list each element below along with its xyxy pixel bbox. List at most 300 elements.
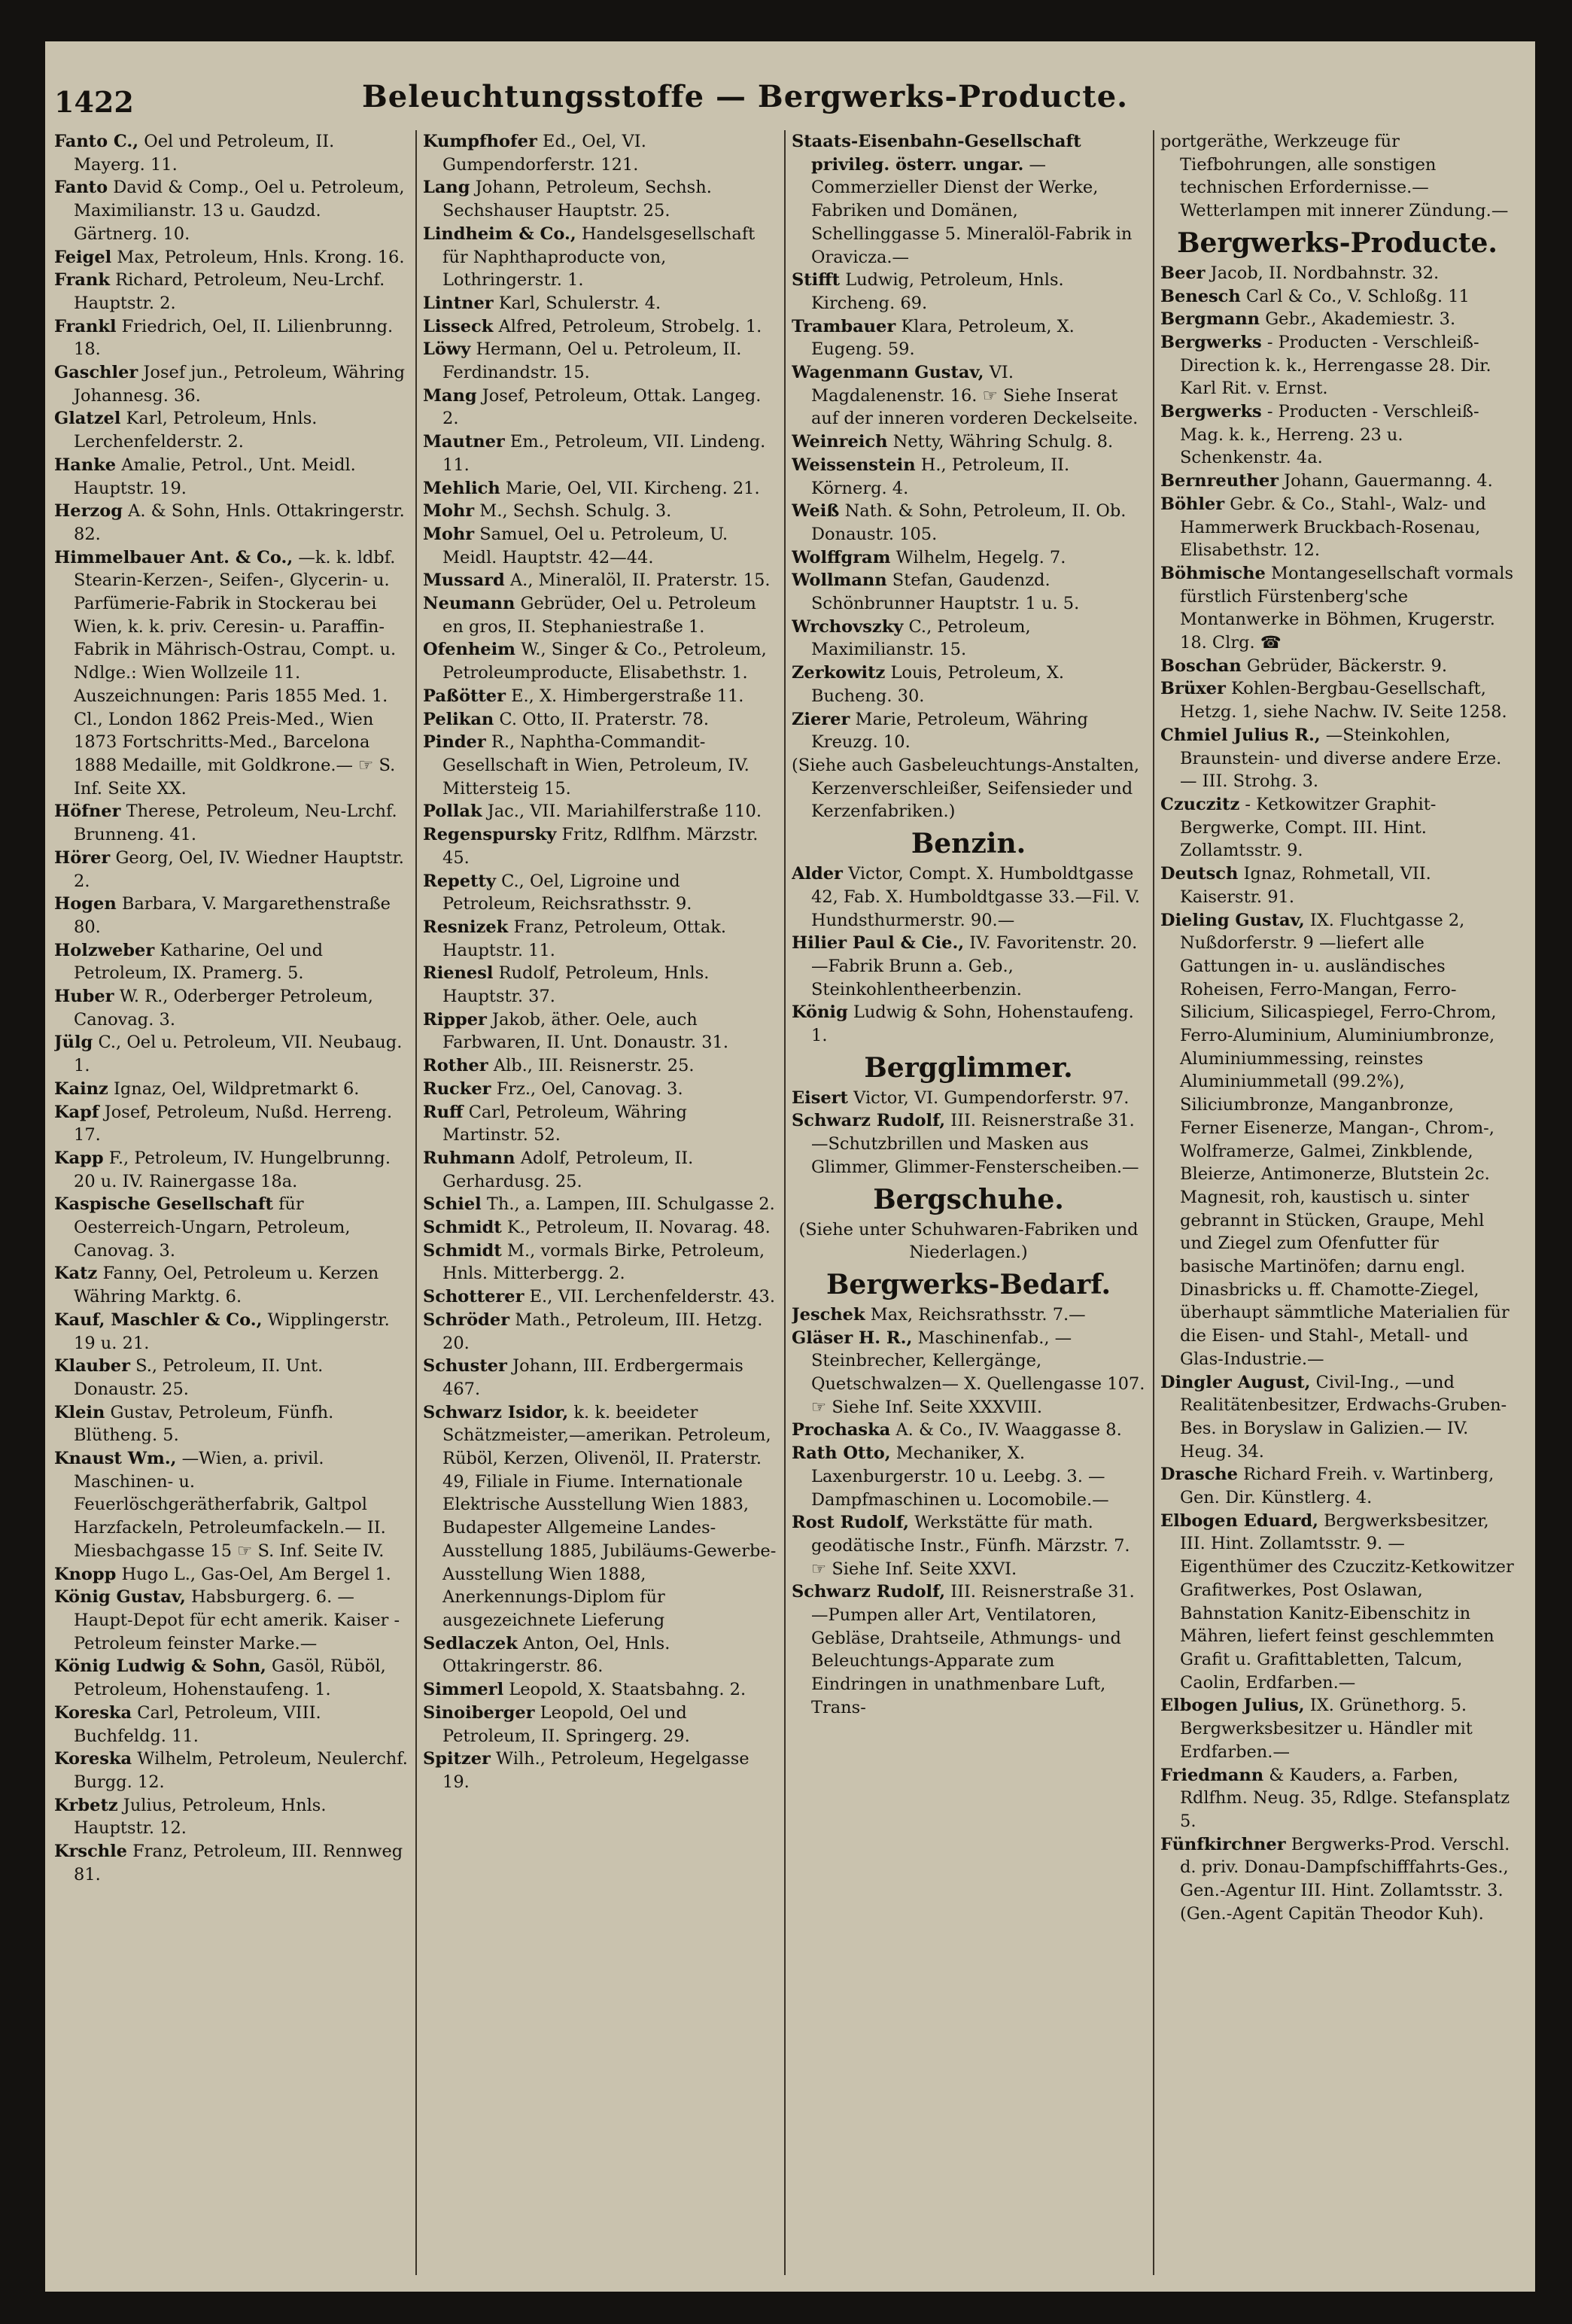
entry-name: Bernreuther [1160, 471, 1279, 491]
entry-text: —Commerzieller Dienst der Werke, Fabriken und Domänen, Schellinggasse 5. Mineralöl-Fabrik in Oravicza.— [811, 154, 1133, 267]
directory-entry [792, 269, 1145, 315]
directory-entry [54, 1078, 408, 1101]
entry-name: Herzog [54, 501, 123, 522]
directory-entry [54, 1147, 408, 1193]
entry-text: - Producten - Verschleiß-Mag. k. k., Herreng. 23 u. Schenkenstr. 4a. [1180, 402, 1479, 468]
directory-entry [423, 1309, 777, 1355]
entry-name: Paßötter [423, 686, 506, 706]
entry-name: Koreska [54, 1749, 132, 1769]
entry-text: Fanny, Oel, Petroleum u. Kerzen Währing Marktg. 6. [74, 1264, 379, 1307]
entry-text: Mechaniker, X. Laxenburgerstr. 10 u. Leebg. 3. —Dampfmaschinen u. Locomobile.— [811, 1443, 1109, 1510]
directory-entry [1160, 1463, 1514, 1509]
directory-entry [423, 477, 777, 500]
entry-name: Ofenheim [423, 640, 515, 660]
directory-entry [1160, 909, 1514, 1371]
directory-entry [54, 893, 408, 938]
directory-entry [1160, 400, 1514, 470]
entry-name: Gaschler [54, 363, 138, 383]
directory-entry [792, 1303, 1145, 1327]
entry-name: Neumann [423, 594, 515, 614]
entry-text: S., Petroleum, II. Unt. Donaustr. 25. [74, 1356, 324, 1399]
entry-name: Fanto C., [54, 132, 139, 151]
entry-name: Knaust Wm., [54, 1449, 177, 1469]
entry-name: Jeschek [792, 1304, 865, 1325]
entry-text: Franz, Petroleum, Ottak. Hauptstr. 11. [442, 917, 727, 960]
directory-entry [54, 800, 408, 846]
directory-entry [54, 1101, 408, 1147]
directory-entry [1160, 1764, 1514, 1833]
directory-entry [54, 454, 408, 500]
entry-text: Therese, Petroleum, Neu-Lrchf. Brunneng. 41. [74, 802, 397, 845]
entry-text: Adolf, Petroleum, II. Gerhardusg. 25. [442, 1148, 694, 1191]
directory-entry [54, 939, 408, 985]
directory-entry [423, 385, 777, 430]
entry-text: Ludwig, Petroleum, Hnls. Kircheng. 69. [811, 270, 1064, 313]
directory-entry [54, 1355, 408, 1401]
entry-text: Franz, Petroleum, III. Rennweg 81. [74, 1842, 403, 1884]
entry-name: Löwy [423, 339, 471, 360]
entry-name: Schuster [423, 1356, 507, 1376]
entry-name: Deutsch [1160, 864, 1239, 884]
entry-text: Frz., Oel, Canovag. 3. [496, 1078, 683, 1099]
entry-name: Prochaska [792, 1420, 891, 1440]
entry-text: Gebrüder, Oel u. Petroleum en gros, II. Stephaniestraße 1. [442, 594, 756, 637]
directory-entry [792, 1087, 1145, 1110]
continued-entry: portgeräthe, Werkzeuge für Tiefbohrungen, alle sonstigen technischen Erfordernisse.— Wetterlampen mit innerer Zündung.— [1160, 132, 1509, 221]
entry-text: Marie, Oel, VII. Kircheng. 21. [505, 478, 760, 498]
entry-name: Wolffgram [792, 547, 891, 567]
entry-text: Marie, Petroleum, Währing Kreuzg. 10. [811, 709, 1088, 753]
entry-name: Böhler [1160, 494, 1225, 514]
directory-entry [1160, 862, 1514, 908]
entry-text: IX. Fluchtgasse 2, Nußdorferstr. 9 —liefert alle Gattungen in- u. ausländisches Roheisen, Ferro-Mangan, Ferro-Silicium, Silicaspiegel, Ferro-Chrom, Ferro-Aluminium, Aluminiumbronze, Aluminiummessing, reinstes Aluminiummetall (99.2%), Siliciumbronze, Manganbronze, Ferner Eisenerze, Mangan-, Chrom-, Wolframerze, Galmei, Zinkblende, Bleierze, Antimonerze, Blutstein 2c. Magnesit, roh, kaustisch u. sinter gebrannt in Stücken, Graupe, Mehl und Ziegel zum Ofenfutter für basische Martinöfen; darnu engl. Dinasbricks u. ff. Chamotte-Ziegel, überhaupt sämmtliche Materialien für die Eisen- und Stahl-, Metall- und Glas-Industrie.— [1180, 910, 1510, 1369]
directory-entry [1160, 1694, 1514, 1763]
entry-name: Wollmann [792, 570, 887, 591]
column-3 [792, 130, 1145, 2283]
entry-text: Victor, Compt. X. Humboldtgasse 42, Fab. X. Humboldtgasse 33.—Fil. V. Hundsthurmerstr. 90.— [811, 864, 1140, 930]
entry-text: Nath. & Sohn, Petroleum, II. Ob. Donaustr. 105. [811, 501, 1127, 544]
entry-name: Lindheim & Co., [423, 224, 576, 244]
directory-entry [423, 638, 777, 684]
entry-name: Weiß [792, 501, 840, 522]
entry-name: Lintner [423, 293, 494, 313]
directory-entry [1160, 331, 1514, 400]
entry-text: A., Mineralöl, II. Praterstr. 15. [509, 570, 771, 591]
bergschuhe-note: (Siehe unter Schuhwaren-Fabriken und Niederlagen.) [798, 1219, 1139, 1263]
directory-entry [1160, 562, 1514, 655]
entry-text: Samuel, Oel u. Petroleum, U. Meidl. Hauptstr. 42—44. [442, 524, 728, 567]
entry-text: Gebrüder, Bäckerstr. 9. [1246, 656, 1448, 676]
entry-name: Schmidt [423, 1218, 502, 1238]
entry-text: Ludwig & Sohn, Hohenstaufeng. 1. [811, 1002, 1134, 1046]
entry-name: Boschan [1160, 656, 1242, 676]
entry-text: Josef, Petroleum, Ottak. Langeg. 2. [442, 385, 762, 429]
entry-name: Elbogen Julius, [1160, 1696, 1305, 1716]
directory-entry [54, 1794, 408, 1840]
entry-text: III. Reisnerstraße 31. —Schutzbrillen und Masken aus Glimmer, Glimmer-Fensterscheiben.— [811, 1111, 1139, 1177]
entry-text: Katharine, Oel und Petroleum, IX. Pramerg. 5. [74, 940, 324, 984]
directory-entry [792, 361, 1145, 430]
entry-name: Stifft [792, 270, 841, 290]
entry-name: Regenspursky [423, 825, 557, 845]
directory-entry [423, 523, 777, 569]
directory-entry [423, 130, 777, 176]
directory-entry [423, 685, 777, 708]
entry-text: R., Naphtha-Commandit-Gesellschaft in Wien, Petroleum, IV. Mittersteig 15. [442, 732, 750, 798]
entry-text: Alb., III. Reisnerstr. 25. [493, 1056, 695, 1076]
entry-text: Wipplingerstr. 19 u. 21. [74, 1310, 390, 1353]
entry-text: Carl & Co., V. Schloßg. 11 [1245, 286, 1470, 306]
directory-entry [54, 1563, 408, 1586]
entry-text: K., Petroleum, II. Novarag. 48. [506, 1218, 771, 1238]
entry-name: Höfner [54, 802, 121, 822]
entry-name: Fanto [54, 178, 108, 198]
directory-entry [54, 546, 408, 801]
directory-entry [792, 1001, 1145, 1047]
entry-name: Feigel [54, 247, 112, 267]
entry-text: M., vormals Birke, Petroleum, Hnls. Mitterbergg. 2. [442, 1240, 765, 1284]
entry-name: Schiel [423, 1194, 482, 1215]
entry-text: Bergwerks-Prod. Verschl. d. priv. Donau-Dampfschifffahrts-Ges., Gen.-Agentur III. Hint. Zollamtsstr. 3. (Gen.-Agent Capitän Theodor Kuh). [1180, 1834, 1510, 1924]
directory-entry [423, 731, 777, 800]
column-1 [54, 130, 408, 2283]
entry-name: Rath Otto, [792, 1443, 891, 1464]
entry-name: Eisert [792, 1087, 848, 1108]
entry-name: Pinder [423, 732, 486, 753]
entry-text: Wilh., Petroleum, Hegelgasse 19. [442, 1749, 750, 1792]
entry-name: Resnizek [423, 917, 509, 937]
entry-name: Glatzel [54, 409, 121, 429]
directory-entry [792, 1109, 1145, 1179]
directory-entry [792, 430, 1145, 454]
directory-entry [792, 708, 1145, 754]
entry-text: Karl, Petroleum, Hnls. Lerchenfelderstr. 2. [74, 409, 318, 452]
entry-name: Wrchovszky [792, 616, 904, 637]
directory-entry [423, 569, 777, 592]
entry-name: Holzweber [54, 940, 155, 960]
entry-text: —Steinkohlen, Braunstein- und diverse andere Erze.— III. Strohg. 3. [1180, 725, 1502, 792]
entry-text: Alfred, Petroleum, Strobelg. 1. [498, 316, 762, 336]
entry-text: Handelsgesellschaft für Naphthaproducte von, Lothringerstr. 1. [442, 224, 756, 290]
page-number: 1422 [54, 85, 134, 119]
directory-entry [54, 847, 408, 893]
entry-name: Hanke [54, 455, 117, 475]
entry-name: Mehlich [423, 478, 500, 498]
entry-name: Huber [54, 987, 114, 1007]
entry-text: Anton, Oel, Hnls. Ottakringerstr. 86. [442, 1633, 670, 1677]
entry-name: Schwarz Rudolf, [792, 1111, 946, 1131]
directory-entry [54, 1748, 408, 1793]
entry-name: Pelikan [423, 709, 494, 729]
entry-name: Lang [423, 178, 470, 198]
entry-name: Spitzer [423, 1749, 491, 1769]
entry-name: Klauber [54, 1356, 130, 1376]
directory-entry [792, 500, 1145, 546]
directory-entry [54, 1309, 408, 1355]
directory-entry [54, 500, 408, 546]
entry-name: König Gustav, [54, 1587, 186, 1608]
entry-name: Kauf, Maschler & Co., [54, 1310, 263, 1330]
directory-entry [423, 1054, 777, 1078]
section-heading-bergwerks-bedarf: Bergwerks-Bedarf. [826, 1268, 1111, 1300]
entry-name: Mohr [423, 524, 475, 544]
directory-entry [423, 1285, 777, 1309]
entry-name: Frank [54, 270, 110, 290]
entry-name: Kapp [54, 1148, 104, 1168]
entry-text: Ignaz, Rohmetall, VII. Kaiserstr. 91. [1180, 864, 1431, 907]
entry-name: Schröder [423, 1310, 510, 1330]
entry-text: Em., Petroleum, VII. Lindeng. 11. [442, 432, 766, 475]
directory-entry [54, 246, 408, 269]
column-divider [415, 130, 417, 2275]
entry-name: Kaspische Gesellschaft [54, 1194, 273, 1215]
directory-entry [54, 1262, 408, 1308]
directory-entry [792, 315, 1145, 361]
entry-text: Victor, VI. Gumpendorferstr. 97. [853, 1087, 1130, 1108]
entry-name: Hogen [54, 894, 117, 914]
entry-name: Drasche [1160, 1465, 1238, 1485]
entry-text: A. & Co., IV. Waaggasse 8. [895, 1420, 1122, 1440]
entry-name: Weinreich [792, 432, 888, 452]
directory-entry [423, 708, 777, 732]
entry-name: Schwarz Rudolf, [792, 1582, 946, 1602]
directory-entry [54, 407, 408, 453]
entry-text: Civil-Ing., —und Realitätenbesitzer, Erdwachs-Gruben-Bes. in Boryslaw in Galizien.— IV. Heug. 34. [1180, 1372, 1507, 1462]
entry-name: Mohr [423, 501, 475, 522]
entry-text: Oel und Petroleum, II. Mayerg. 11. [74, 132, 335, 175]
entry-name: Rienesl [423, 963, 494, 984]
entry-text: Gasöl, Rüböl, Petroleum, Hohenstaufeng. 1. [74, 1656, 386, 1700]
directory-entry [1160, 308, 1514, 331]
entry-name: Chmiel Julius R., [1160, 725, 1321, 745]
entry-name: Jülg [54, 1033, 93, 1053]
entry-name: Zerkowitz [792, 663, 886, 683]
entry-text: & Kauders, a. Farben, Rdlfhm. Neug. 35, Rdlge. Stefansplatz 5. [1180, 1765, 1510, 1831]
entry-text: Gebr. & Co., Stahl-, Walz- und Hammerwerk Bruckbach-Rosenau, Elisabethstr. 12. [1180, 494, 1486, 561]
entry-text: Max, Reichsrathsstr. 7.— [870, 1304, 1086, 1325]
entry-name: Pollak [423, 802, 482, 822]
section-heading-bergglimmer: Bergglimmer. [864, 1051, 1073, 1084]
entry-text: Klara, Petroleum, X. Eugeng. 59. [811, 316, 1075, 360]
directory-entry [792, 616, 1145, 662]
entry-name: Himmelbauer Ant. & Co., [54, 547, 293, 567]
entry-name: Sinoiberger [423, 1702, 535, 1723]
directory-entry [423, 1078, 777, 1101]
entry-text: Hermann, Oel u. Petroleum, II. Ferdinandstr. 15. [442, 339, 742, 383]
entry-text: Werkstätte für math. geodätische Instr., Fünfh. Märzstr. 7. ☞ Siehe Inf. Seite XXVI. [811, 1513, 1130, 1579]
directory-entry [792, 1419, 1145, 1442]
directory-entry [423, 315, 777, 339]
entry-text: Ignaz, Oel, Wildpretmarkt 6. [113, 1078, 360, 1099]
entry-name: Bergmann [1160, 309, 1260, 330]
entry-text: Ed., Oel, VI. Gumpendorferstr. 121. [442, 132, 646, 175]
entry-text: Gebr., Akademiestr. 3. [1265, 309, 1456, 330]
entry-text: Carl, Petroleum, VIII. Buchfeldg. 11. [74, 1702, 321, 1746]
directory-entry [792, 754, 1145, 823]
directory-entry [423, 1240, 777, 1285]
entry-text: Wilhelm, Petroleum, Neulerchf. Burgg. 12. [74, 1749, 408, 1792]
entry-text: Louis, Petroleum, X. Bucheng. 30. [811, 663, 1065, 706]
directory-entry [54, 1840, 408, 1886]
column-divider [784, 130, 786, 2275]
entry-text: F., Petroleum, IV. Hungelbrunng. 20 u. IV. Rainergasse 18a. [74, 1148, 391, 1191]
entry-text: Jac., VII. Mariahilferstraße 110. [487, 802, 762, 822]
entry-text: —k. k. ldbf. Stearin-Kerzen-, Seifen-, Glycerin- u. Parfümerie-Fabrik in Stockerau bei Wien, k. k. priv. Ceresin- u. Paraffin-Fabrik in Mährisch-Ostrau, Compt. u. Ndlge.: Wien Wollzeile 11. Auszeichnungen: Paris 1855 Med. 1. Cl., London 1862 Preis-Med., Wien 1873 Fortschritts-Med., Barcelona 1888 Medaille, mit Goldkrone.— ☞ S. Inf. Seite XX. [74, 547, 397, 798]
entry-text: Netty, Währing Schulg. 8. [892, 432, 1114, 452]
entry-text: Montangesellschaft vormals fürstlich Fürstenberg'sche Montanwerke in Böhmen, Krugerstr. 18. Clrg. ☎ [1180, 563, 1514, 653]
section-heading-benzin: Benzin. [911, 828, 1026, 860]
entry-name: Kumpfhofer [423, 132, 537, 151]
entry-name: Sedlaczek [423, 1633, 518, 1653]
directory-entry [1160, 724, 1514, 793]
entry-text: C. Otto, II. Praterstr. 78. [499, 709, 709, 729]
entry-name: Lisseck [423, 316, 494, 336]
directory-entry [423, 1008, 777, 1054]
entry-text: Johann, Petroleum, Sechsh. Sechshauser Hauptstr. 25. [442, 178, 712, 221]
column-2 [423, 130, 777, 2283]
entry-name: Kainz [54, 1078, 108, 1099]
directory-entry [423, 1632, 777, 1678]
directory-entry [792, 454, 1145, 500]
directory-entry [423, 223, 777, 292]
entry-text: Th., a. Lampen, III. Schulgasse 2. [486, 1194, 775, 1215]
directory-entry [1160, 493, 1514, 562]
entry-text: IX. Grünethorg. 5. Bergwerksbesitzer u. Händler mit Erdfarben.— [1180, 1696, 1473, 1762]
entry-name: König Ludwig & Sohn, [54, 1656, 266, 1677]
directory-entry [1160, 470, 1514, 493]
entry-name: Schwarz Isidor, [423, 1402, 569, 1422]
directory-entry [423, 176, 777, 222]
directory-entry [54, 269, 408, 315]
entry-name: Beer [1160, 263, 1206, 283]
entry-text: Leopold, X. Staatsbahng. 2. [509, 1680, 746, 1700]
entry-text: Georg, Oel, IV. Wiedner Hauptstr. 2. [74, 847, 404, 891]
entry-name: Simmerl [423, 1680, 504, 1700]
entry-name: Ruff [423, 1102, 464, 1122]
directory-entry [792, 1511, 1145, 1580]
entry-text: A. & Sohn, Hnls. Ottakringerstr. 82. [74, 501, 405, 544]
entry-text: Kohlen-Bergbau-Gesellschaft, Hetzg. 1, siehe Nachw. IV. Seite 1258. [1180, 679, 1507, 722]
directory-page [45, 41, 1535, 2292]
entry-text: Carl, Petroleum, Währing Martinstr. 52. [442, 1102, 687, 1145]
entry-text: Karl, Schulerstr. 4. [498, 293, 661, 313]
entry-text: E., VII. Lerchenfelderstr. 43. [529, 1287, 776, 1307]
entry-text: Stefan, Gaudenzd. Schönbrunner Hauptstr. 1 u. 5. [811, 570, 1080, 614]
directory-entry [423, 338, 777, 384]
entry-name: Wagenmann Gustav, [792, 363, 984, 383]
entry-text: Leopold, Oel und Petroleum, II. Springerg. 29. [442, 1702, 690, 1746]
directory-entry [423, 1147, 777, 1193]
running-title: Beleuchtungsstoffe — Bergwerks-Producte. [361, 79, 1129, 114]
entry-text: W., Singer & Co., Petroleum, Petroleumproducte, Elisabethstr. 1. [442, 640, 767, 683]
directory-entry [792, 1442, 1145, 1511]
section-heading-bergwerks-producte: Bergwerks-Producte. [1177, 227, 1498, 259]
entry-name: Hilier Paul & Cie., [792, 933, 965, 954]
entry-text: Johann, III. Erdbergermais 467. [442, 1356, 743, 1399]
directory-entry [54, 1401, 408, 1447]
directory-entry [1160, 1371, 1514, 1464]
entry-text: für Oesterreich-Ungarn, Petroleum, Canovag. 3. [74, 1194, 351, 1261]
entry-text: Max, Petroleum, Hnls. Krong. 16. [117, 247, 405, 267]
entry-text: VI. Magdalenenstr. 16. ☞ Siehe Inserat auf der inneren vorderen Deckelseite. [811, 363, 1139, 429]
entry-name: Koreska [54, 1702, 132, 1723]
entry-text: Josef jun., Petroleum, Währing Johannesg. 36. [74, 363, 406, 406]
entry-name: Weissenstein [792, 455, 916, 475]
entry-name: Rother [423, 1056, 488, 1076]
directory-entry [1160, 285, 1514, 309]
directory-entry [54, 130, 408, 176]
directory-entry [423, 962, 777, 1008]
directory-entry [792, 932, 1145, 1001]
bergwerks-producte-listings [1160, 262, 1514, 1926]
entry-name: Dingler August, [1160, 1372, 1311, 1392]
entry-text: W. R., Oderberger Petroleum, Canovag. 3. [74, 987, 373, 1030]
entry-text: David & Comp., Oel u. Petroleum, Maximilianstr. 13 u. Gaudzd. Gärtnerg. 10. [74, 178, 405, 244]
entry-text: Rudolf, Petroleum, Hnls. Hauptstr. 37. [442, 963, 710, 1007]
entry-text: Johann, Gauermanng. 4. [1284, 471, 1493, 491]
column-3-listings [792, 130, 1145, 823]
directory-entry [54, 361, 408, 407]
directory-entry [423, 1101, 777, 1147]
entry-text: Jakob, äther. Oele, auch Farbwaren, II. Unt. Donaustr. 31. [442, 1009, 729, 1053]
directory-entry [423, 1401, 777, 1632]
entry-text: Habsburgerg. 6. —Haupt-Depot für echt amerik. Kaiser - Petroleum feinster Marke.— [74, 1587, 400, 1653]
entry-text: Fritz, Rdlfhm. Märzstr. 45. [442, 825, 759, 868]
entry-name: Krschle [54, 1842, 127, 1862]
directory-entry [423, 800, 777, 823]
entry-name: Benesch [1160, 286, 1241, 306]
directory-entry [1160, 677, 1514, 723]
entry-text: Friedrich, Oel, II. Lilienbrunng. 18. [74, 316, 394, 360]
entry-name: Rost Rudolf, [792, 1513, 909, 1533]
directory-entry [423, 1748, 777, 1793]
entry-name: Mang [423, 385, 477, 406]
entry-text: Hugo L., Gas-Oel, Am Bergel 1. [121, 1564, 391, 1584]
entry-name: Knopp [54, 1564, 117, 1584]
entry-name: Staats-Eisenbahn-Gesellschaft privileg. österr. ungar. [792, 132, 1081, 175]
entry-name: Krbetz [54, 1795, 118, 1815]
entry-text: - Producten - Verschleiß-Direction k. k., Herrengasse 28. Dir. Karl Rit. v. Ernst. [1180, 332, 1491, 399]
directory-entry [792, 662, 1145, 707]
directory-entry [54, 1655, 408, 1701]
directory-entry [423, 500, 777, 523]
entry-text: Math., Petroleum, III. Hetzg. 20. [442, 1310, 763, 1353]
entry-text: Jacob, II. Nordbahnstr. 32. [1210, 263, 1440, 283]
directory-entry [792, 1580, 1145, 1719]
directory-entry [423, 823, 777, 869]
entry-name: Ripper [423, 1009, 487, 1030]
directory-entry [792, 569, 1145, 615]
entry-name: Hörer [54, 847, 111, 868]
entry-name: Bergwerks [1160, 402, 1262, 422]
entry-name: Brüxer [1160, 679, 1226, 699]
directory-entry [423, 1355, 777, 1401]
bergglimmer-listings [792, 1087, 1145, 1179]
entry-name: Bergwerks [1160, 332, 1262, 352]
entry-name: König [792, 1002, 848, 1023]
entry-text: Wilhelm, Hegelg. 7. [895, 547, 1066, 567]
directory-entry [54, 985, 408, 1031]
directory-entry [792, 862, 1145, 932]
entry-text: Barbara, V. Margarethenstraße 80. [74, 894, 391, 937]
bergwerks-bedarf-listings [792, 1303, 1145, 1720]
entry-text: Richard Freih. v. Wartinberg, Gen. Dir. Künstlerg. 4. [1180, 1465, 1494, 1508]
entry-text: Richard, Petroleum, Neu-Lrchf. Hauptstr. 2. [74, 270, 385, 313]
entry-name: Czuczitz [1160, 794, 1240, 814]
entry-text: Bergwerksbesitzer, III. Hint. Zollamtsstr. 9. —Eigenthümer des Czuczitz-Ketkowitzer Grafitwerkes, Post Oslawan, Bahnstation Kanitz-Eibenschitz in Mähren, liefert feinst geschlemmten Grafit u. Grafittabletten, Talcum, Caolin, Erdfarben.— [1180, 1510, 1514, 1693]
entry-name: Zierer [792, 709, 850, 729]
entry-text: Josef, Petroleum, Nußd. Herreng. 17. [74, 1102, 393, 1145]
